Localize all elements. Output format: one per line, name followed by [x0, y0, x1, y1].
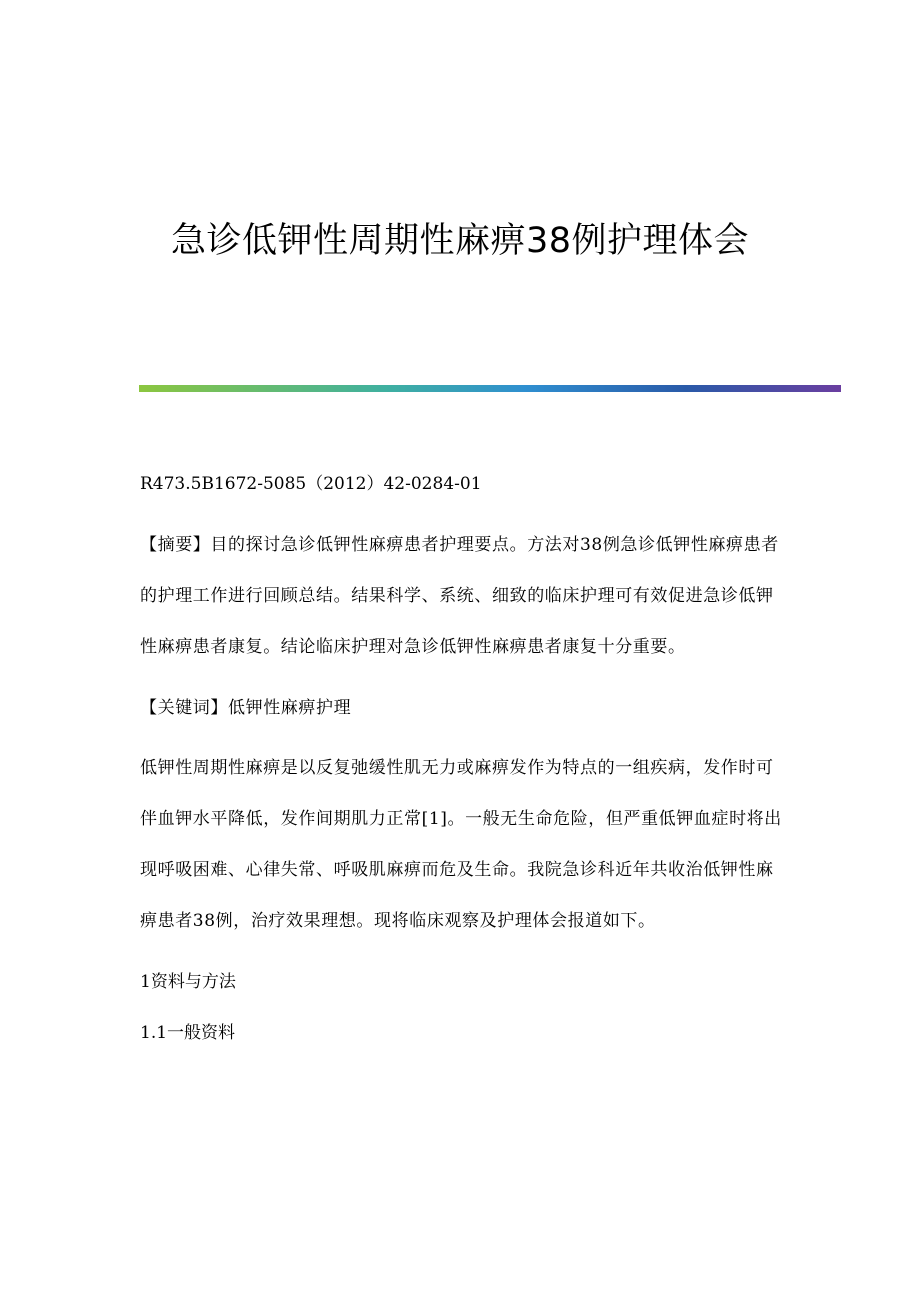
keywords-paragraph: [140, 692, 785, 724]
section-heading-1-1: 1.1一般资料: [140, 1023, 236, 1043]
gradient-divider: [139, 385, 841, 392]
abstract-paragraph: [140, 520, 785, 673]
keywords-text: 低钾性麻痹护理: [228, 698, 352, 718]
keywords-label: 【关键词】: [140, 698, 228, 718]
classification-code: R473.5B1672-5085（2012）42-0284-01: [140, 474, 482, 494]
document-body: [140, 468, 785, 1068]
section-heading-1: 1资料与方法: [140, 972, 236, 992]
intro-paragraph: 低钾性周期性麻痹是以反复弛缓性肌无力或麻痹发作为特点的一组疾病，发作时可伴血钾水平降低，发作间期肌力正常[1]。一般无生命危险，但严重低钾血症时将出现呼吸困难、心律失常、呼吸肌麻痹而危及生命。我院急诊科近年共收治低钾性麻痹患者38例，治疗效果理想。现将临床观察及护理体会报道如下。: [140, 758, 782, 931]
abstract-text: 目的探讨急诊低钾性麻痹患者护理要点。方法对38例急诊低钾性麻痹患者的护理工作进行回顾总结。结果科学、系统、细致的临床护理可有效促进急诊低钾性麻痹患者康复。结论临床护理对急诊低钾性麻痹患者康复十分重要。: [140, 535, 779, 657]
document-title: 急诊低钾性周期性麻痹38例护理体会: [170, 221, 750, 261]
abstract-label: 【摘要】: [140, 535, 211, 555]
